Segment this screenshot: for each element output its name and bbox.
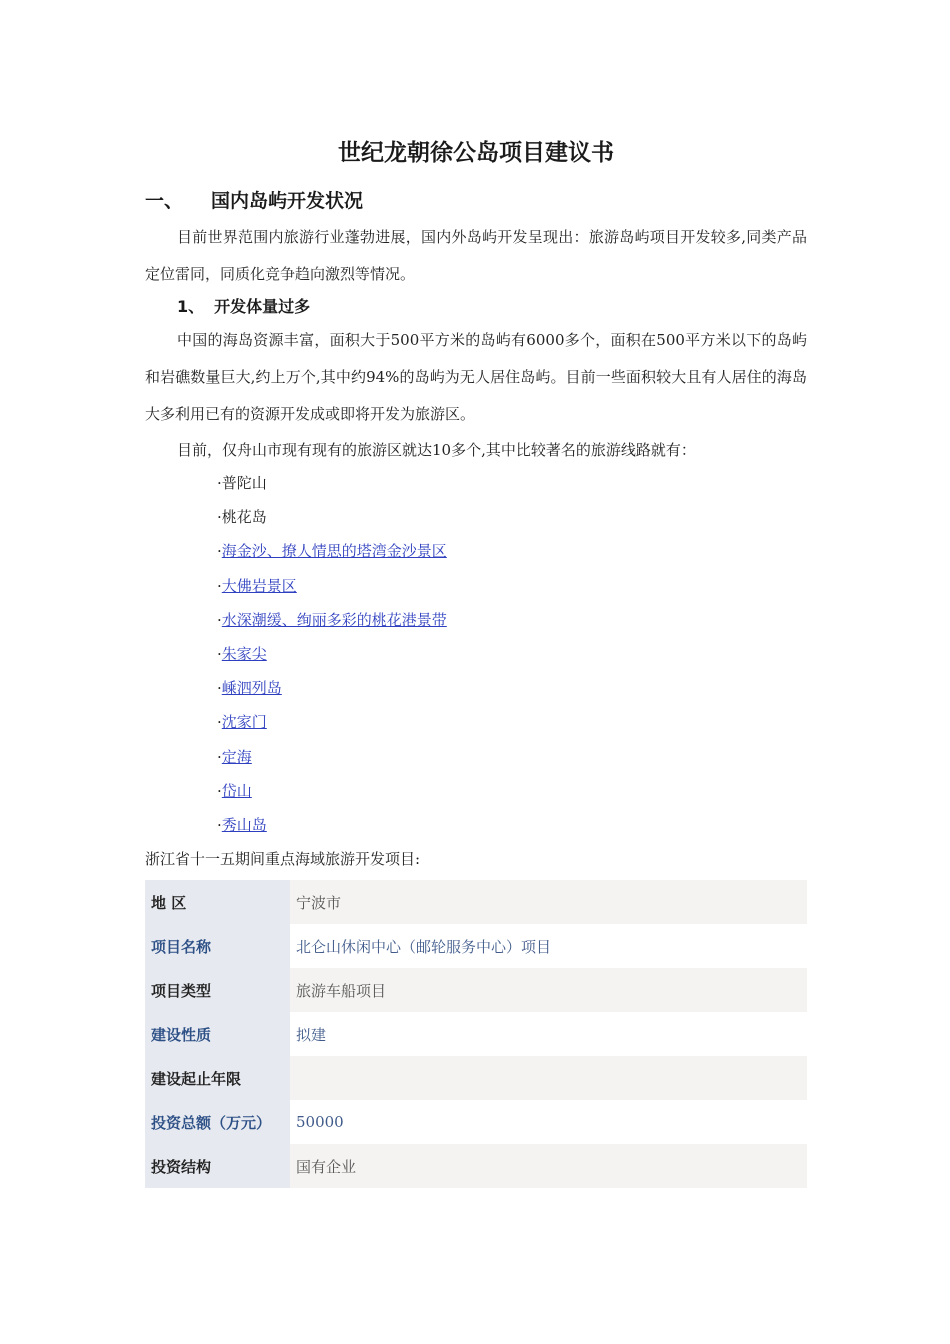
route-link[interactable]: 岱山	[221, 781, 252, 800]
route-link[interactable]: 沈家门	[221, 713, 267, 732]
list-item: ·朱家尖	[217, 644, 267, 663]
table-row	[145, 880, 807, 924]
section-title: 国内岛屿开发状况	[211, 190, 364, 212]
section-heading	[145, 186, 363, 213]
list-item: ·海金沙、撩人情思的塔湾金沙景区	[217, 542, 447, 561]
row-label: 项目类型	[145, 968, 290, 1012]
list-item: ·普陀山	[217, 474, 267, 492]
project-info-table	[145, 880, 807, 1188]
subsection-number: 1、	[177, 297, 205, 316]
table-row	[145, 968, 807, 1012]
list-item: ·水深潮缓、绚丽多彩的桃花港景带	[217, 610, 447, 629]
row-label: 投资总额（万元）	[145, 1100, 290, 1144]
table-row	[145, 1056, 807, 1100]
section-number: 一、	[145, 190, 184, 212]
table-row	[145, 1012, 807, 1056]
list-item: ·定海	[217, 747, 252, 766]
tour-route-list	[217, 468, 447, 844]
list-item: ·岱山	[217, 781, 252, 800]
row-value: 旅游车船项目	[290, 968, 807, 1012]
list-item: ·秀山岛	[217, 815, 267, 834]
row-value: 拟建	[290, 1012, 807, 1056]
list-item: ·嵊泗列岛	[217, 679, 282, 698]
subsection-heading	[177, 294, 310, 317]
island-resources-paragraph: 中国的海岛资源丰富，面积大于500平方米的岛屿有6000多个，面积在500平方米以下的岛屿和岩礁数量巨大,约上万个,其中约94%的岛屿为无人居住岛屿。目前一些面积较大且有人居住的海岛大多利用已有的资源开发成或即将开发为旅游区。	[145, 331, 807, 423]
route-link[interactable]: 朱家尖	[221, 644, 267, 663]
route-link[interactable]: 秀山岛	[221, 815, 267, 834]
table-row	[145, 1100, 807, 1144]
subsection-title: 开发体量过多	[214, 297, 311, 316]
table-row	[145, 924, 807, 968]
row-label: 投资结构	[145, 1144, 290, 1188]
table-caption: 浙江省十一五期间重点海域旅游开发项目:	[145, 850, 421, 868]
list-item: ·沈家门	[217, 713, 267, 732]
intro-paragraph: 目前世界范围内旅游行业蓬勃进展，国内外岛屿开发呈现出：旅游岛屿项目开发较多,同类产品定位雷同，同质化竞争趋向激烈等情况。	[145, 228, 807, 283]
table-row	[145, 1144, 807, 1188]
row-value	[290, 1056, 807, 1100]
list-item: ·大佛岩景区	[217, 576, 297, 595]
row-label: 建设起止年限	[145, 1056, 290, 1100]
row-value: 50000	[290, 1100, 807, 1144]
row-label: 项目名称	[145, 924, 290, 968]
route-link[interactable]: 水深潮缓、绚丽多彩的桃花港景带	[221, 610, 447, 629]
route-link[interactable]: 定海	[221, 747, 252, 766]
list-item: ·桃花岛	[217, 508, 267, 527]
row-value: 国有企业	[290, 1144, 807, 1188]
route-link[interactable]: 海金沙、撩人情思的塔湾金沙景区	[221, 542, 447, 561]
row-value: 宁波市	[290, 880, 807, 924]
row-value: 北仑山休闲中心（邮轮服务中心）项目	[290, 924, 807, 968]
row-label: 地 区	[145, 880, 290, 924]
zhoushan-paragraph: 目前，仅舟山市现有现有的旅游区就达10多个,其中比较著名的旅游线路就有：	[177, 441, 696, 459]
route-link[interactable]: 嵊泗列岛	[221, 679, 282, 698]
document-title: 世纪龙朝徐公岛项目建议书	[338, 140, 614, 166]
row-label: 建设性质	[145, 1012, 290, 1056]
route-link[interactable]: 大佛岩景区	[221, 576, 297, 595]
